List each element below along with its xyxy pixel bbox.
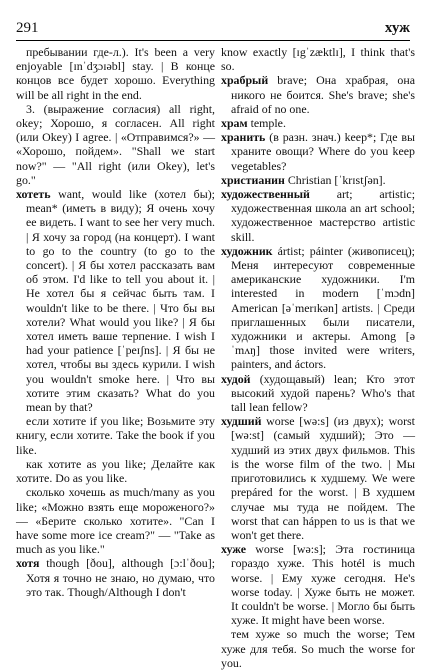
left-column — [16, 45, 215, 599]
dictionary-entry — [221, 116, 415, 130]
entry-text: если хотите if you like; Возьмите эту книгу, если хотите. Take the book if you like. — [16, 414, 215, 457]
headword: христианин — [221, 172, 285, 187]
entry-text: worse [wə:s]; Эта гостиница гораздо хуже. This hotél is much worse. | Ему хуже сегодня. He's worse today. | Хуже быть не может. It couldn't be worse. | Могло бы быть хуже. It might have been worse. — [231, 542, 415, 628]
headword: худший — [221, 414, 262, 429]
headword: хранить — [221, 130, 266, 145]
entry-paragraph — [16, 45, 215, 102]
headword: худой — [221, 371, 251, 386]
dictionary-entry — [16, 187, 215, 414]
headword: художник — [221, 243, 273, 258]
dictionary-entry — [221, 173, 415, 187]
dictionary-entry — [221, 414, 415, 542]
entry-paragraph — [16, 102, 215, 187]
headword: хотя — [16, 556, 40, 571]
entry-text: сколько хочешь as much/many as you like; «Можно взять еще мороженого?» — «Берите сколько хотите». "Can I have some more ice cream?" — "Take as much as you like." — [16, 485, 215, 557]
entry-text: (в разн. знач.) keep*; Где вы храните овощи? Where do you keep vegetables? — [231, 130, 415, 173]
dictionary-entry — [221, 73, 415, 116]
dictionary-entry — [221, 372, 415, 415]
entry-paragraph — [221, 627, 415, 670]
dictionary-entry — [221, 187, 415, 244]
entry-text: ártist; páinter (живописец); Меня интересуют современные американские художники. I'm interested in modern [ˈmɔdn] American [əˈmerɪkən] artists. | Среди приглашенных были писатели, художники и актеры. Among [əˈmʌŋ] those invited were writers, painters, and áctors. — [231, 243, 415, 372]
entry-text: know exactly [ɪgˈzæktlɪ], I think that's so. — [221, 45, 415, 74]
entry-text: 3. (выражение согласия) all right, okey; Хорошо, я согласен. All right (или Okey) I agree. | «Отправимся?» — «Хорошо, пойдем». "Shall we start now?" — "All right (или Okey), let's go." — [16, 101, 215, 187]
entry-text: brave; Она храбрая, она никого не боится. She's brave; she's afraid of no one. — [231, 73, 415, 116]
headword: хотеть — [16, 187, 51, 202]
entry-text: Christian [ˈkrɪstʃən]. — [284, 172, 386, 187]
entry-text: как хотите as you like; Делайте как хотите. Do as you like. — [16, 456, 215, 486]
headword: храбрый — [221, 73, 269, 88]
dictionary-entry — [16, 556, 215, 599]
dictionary-entry — [221, 542, 415, 627]
entry-text: worse [wə:s] (из двух); worst [wə:st] (самый худший); Это — худший из этих двух фильмов. This is the worse film of the two. | Мы приготовились к худшему. We were prepáred for the worst. | В худшем случае мы туда не пойдем. The worst that can háppen to us is that we won't get there. — [231, 414, 415, 542]
entry-paragraph — [221, 45, 415, 73]
entry-text: пребывании где-л.). It's been a very enjoyable [ɪnˈdʒɔɪəbl] stay. | В конце концов все будет хорошо. Everything will be all right in the end. — [16, 45, 215, 102]
page-number: 291 — [16, 20, 39, 36]
right-column — [221, 45, 415, 670]
page-header — [16, 20, 410, 38]
entry-paragraph — [16, 485, 215, 556]
dictionary-entry — [221, 130, 415, 173]
dictionary-entry — [221, 244, 415, 372]
entry-text: (худощавый) lean; Кто этот высокий худой парень? Who's that tall lean fellow? — [231, 371, 415, 415]
header-rule — [16, 40, 410, 41]
entry-text: art; artistic; художественная школа an art school; художественное мастерство artistic skill. — [231, 187, 415, 244]
entry-text: temple. — [247, 116, 286, 131]
running-head: хуж — [384, 20, 410, 36]
headword: храм — [221, 116, 248, 131]
entry-text: тем хуже so much the worse; Тем хуже для тебя. So much the worse for you. — [221, 627, 415, 670]
headword: художественный — [221, 187, 310, 202]
entry-paragraph — [16, 457, 215, 485]
headword: хуже — [221, 542, 247, 557]
entry-text: though [ðou], although [ɔ:lˈðou]; Хотя я точно не знаю, но думаю, что это так. Though/Although I don't — [26, 556, 215, 599]
entry-text: want, would like (хотел бы); mean* (иметь в виду); Я очень хочу ее видеть. I want to see her very much. | Я хочу за город (на концерт). I want to go to the country (to go to the concert). | Я бы хотел рассказать вам об этом. I'd like to tell you about it. | Не хотел бы я сейчас быть там. I wouldn't like to be there. | Что бы вы хотели? What would you like? | Я бы хотел иметь ваше терпение. I wish I had your patience [ˈpeɪʃns]. | Я бы не хотел, чтобы вы здесь курили. I wish you wouldn't smoke here. | Что вы хотите этим сказать? What do you mean by that? — [26, 187, 215, 415]
entry-paragraph — [16, 414, 215, 457]
